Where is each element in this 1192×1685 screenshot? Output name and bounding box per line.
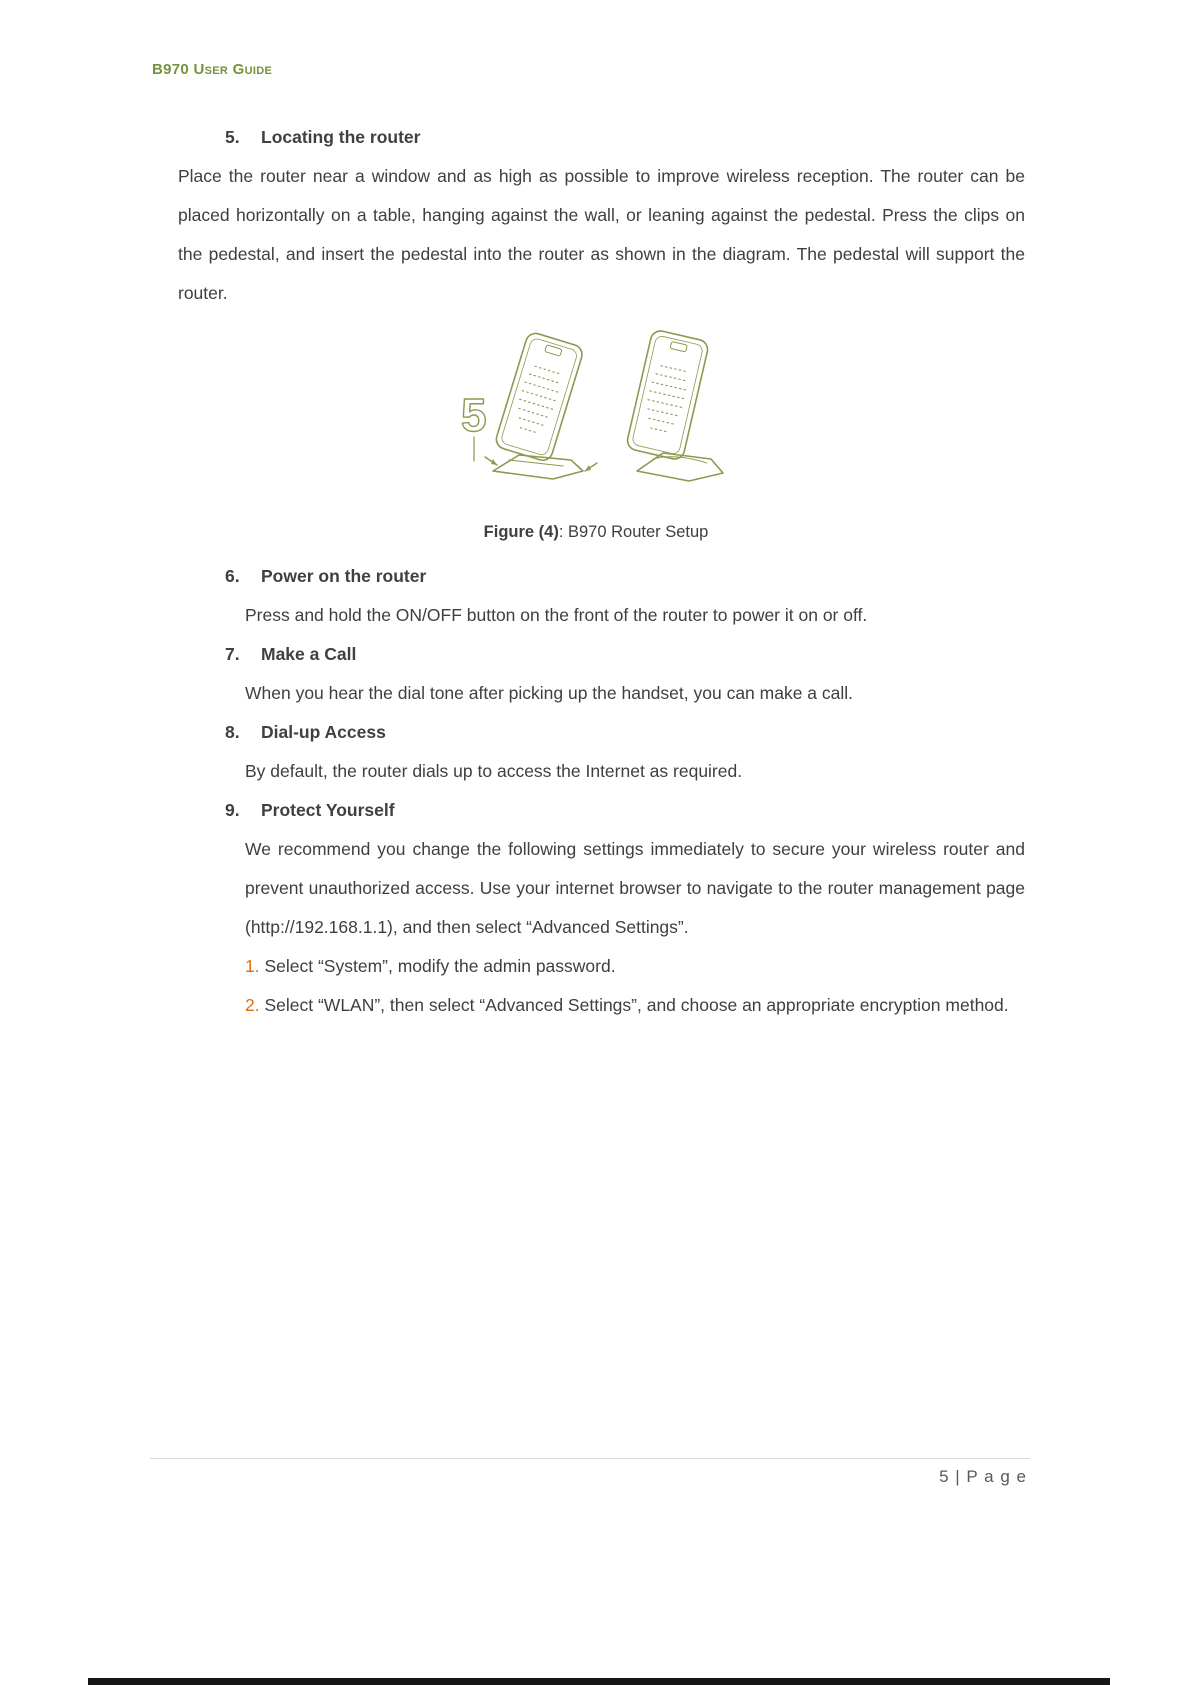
substep-2-text: Select “WLAN”, then select “Advanced Settings”, and choose an appropriate encryption method.	[259, 995, 1009, 1015]
section-title: Make a Call	[261, 644, 357, 664]
section-number: 6.	[225, 566, 240, 586]
document-content	[0, 118, 1192, 1025]
section-heading-make-a-call	[225, 635, 1025, 674]
make-a-call-paragraph: When you hear the dial tone after picking up the handset, you can make a call.	[245, 683, 854, 703]
section-number: 5.	[225, 127, 240, 147]
section-title: Locating the router	[261, 127, 421, 147]
substep-2	[245, 986, 1025, 1025]
protect-yourself-paragraph: We recommend you change the following settings immediately to secure your wireless router and prevent unauthorized access. Use your internet browser to navigate to the router management page (http://192.168.1.1), and then select “Advanced Settings”.	[245, 839, 1025, 937]
page-number: 5 | P a g e	[939, 1467, 1027, 1486]
figure-step-label: 5	[461, 389, 487, 441]
section-number: 7.	[225, 644, 240, 664]
figure-router-setup	[0, 319, 1192, 504]
next-page-edge	[88, 1678, 1110, 1685]
substep-1	[245, 947, 1025, 986]
section-number: 9.	[225, 800, 240, 820]
section-title: Power on the router	[261, 566, 427, 586]
section-heading-locating-router	[225, 118, 1025, 157]
power-on-paragraph: Press and hold the ON/OFF button on the front of the router to power it on or off.	[245, 605, 868, 625]
document-header-title: B970 User Guide	[152, 61, 273, 78]
locating-router-paragraph: Place the router near a window and as high as possible to improve wireless reception. The router can be placed horizontally on a table, hanging against the wall, or leaning against the pedestal. Press the clips on the pedestal, and insert the pedestal into the router as shown in the diagram. The pedestal will support the router.	[178, 166, 1025, 303]
section-heading-power-on	[225, 557, 1025, 596]
figure-caption-text: : B970 Router Setup	[558, 523, 709, 541]
substep-1-text: Select “System”, modify the admin password.	[259, 956, 616, 976]
section-heading-protect-yourself	[225, 791, 1025, 830]
figure-caption-title: Figure (4)	[483, 523, 559, 541]
dialup-access-paragraph: By default, the router dials up to access the Internet as required.	[245, 761, 743, 781]
router-illustration	[431, 319, 761, 504]
section-title: Protect Yourself	[261, 800, 395, 820]
section-heading-dialup-access	[225, 713, 1025, 752]
section-title: Dial-up Access	[261, 722, 386, 742]
footer-divider	[150, 1458, 1030, 1459]
substep-1-number: 1.	[245, 956, 260, 976]
section-number: 8.	[225, 722, 240, 742]
figure-caption	[0, 520, 1192, 544]
substep-2-number: 2.	[245, 995, 260, 1015]
